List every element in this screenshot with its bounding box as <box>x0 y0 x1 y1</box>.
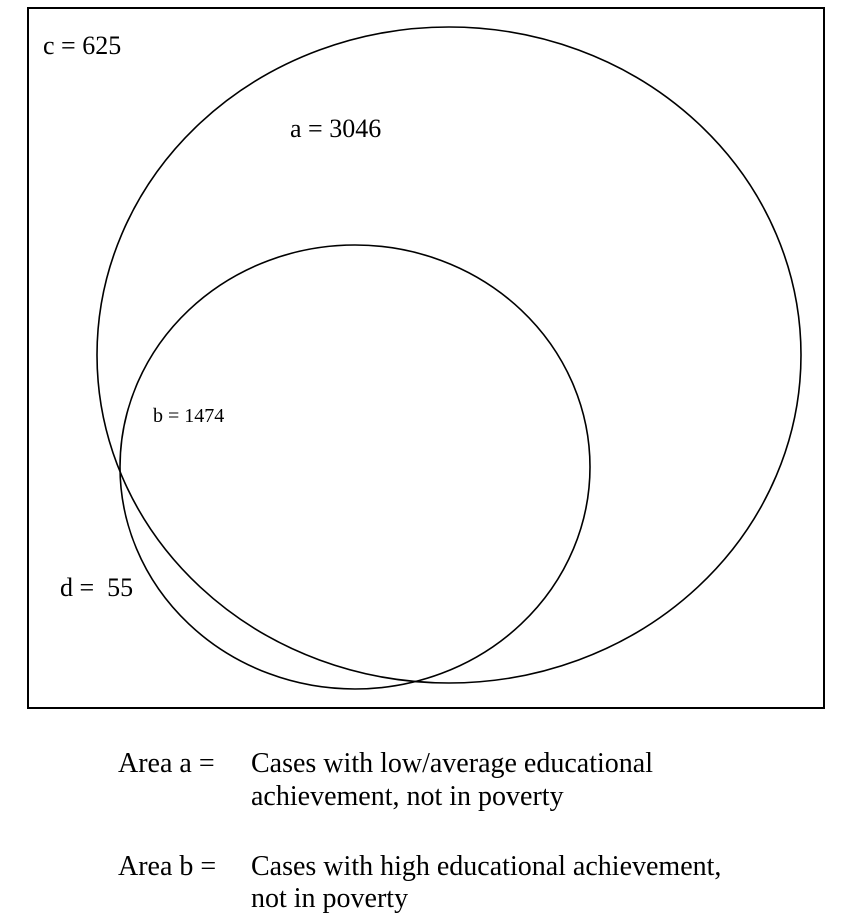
legend-desc-line: not in poverty <box>251 883 409 914</box>
label-c: c = 625 <box>43 31 122 60</box>
large-ellipse <box>97 27 801 683</box>
legend-term: Area a = <box>118 748 215 779</box>
legend-desc-line: achievement, not in poverty <box>251 781 564 812</box>
small-ellipse <box>120 245 590 689</box>
label-a: a = 3046 <box>290 114 382 143</box>
legend-term: Area b = <box>118 851 217 882</box>
legend-desc-line: Cases with low/average educational <box>251 748 653 779</box>
universe-box <box>28 8 824 708</box>
label-d: d = 55 <box>60 573 134 602</box>
legend-desc-line: Cases with high educational achievement, <box>251 851 722 882</box>
label-b: b = 1474 <box>153 405 225 427</box>
